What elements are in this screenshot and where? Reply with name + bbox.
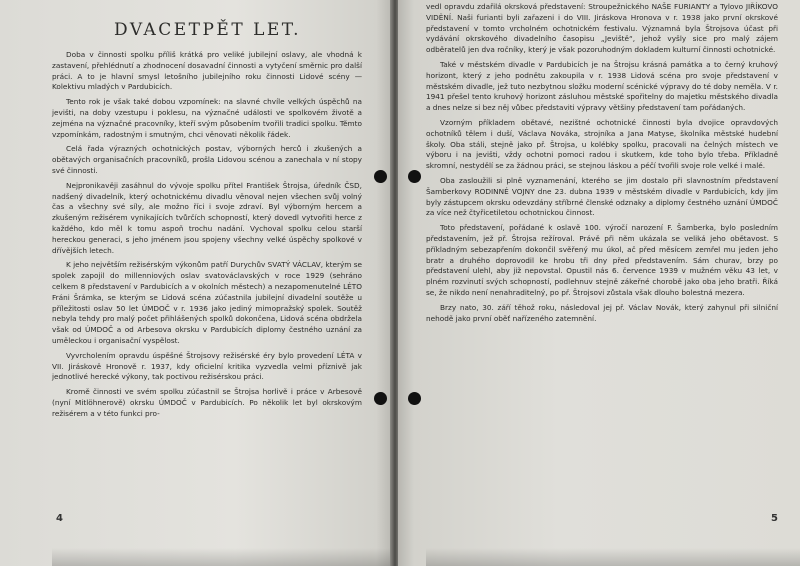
paragraph: Brzy nato, 30. září těhož roku, následoval jej př. Václav Novák, který zahynul při silniční nehodě jako první oběť nařízeného zatemnění.	[426, 302, 778, 323]
paragraph: Tento rok je však také dobou vzpomínek: na slavné chvíle velkých úspěchů na jevišti, na doby vzestupu i poklesu, na význačné události ve spolkovém životě a zejména na význačné pracovníky, kteří svým působením tvořili tradici spolku. Těmto vzpomínkám, radostným i smutným, chci věnovati několik řádek.	[52, 97, 362, 139]
paragraph: Také v městském divadle v Pardubicích je na Štrojsu krásná památka a to černý kruhový horizont, který z jeho podnětu zakoupila v r. 1938 Lidová scéna pro svoje představení v městském divadle, jež tuto nezbytnou složku moderní scénické výpravy do té doby neměla. V r. 1941 přešel tento kruhový horizont zásluhou městské spořitelny do majetku městského divadla a dnes nelze si bez něj vůbec představiti výpravy většiny představení tam pořádaných.	[426, 59, 778, 113]
paragraph: Vzorným příkladem obětavé, nezištné ochotnické činnosti byla dvojice opravdových ochotníků tělem i duší, Václava Nováka, strojníka a Jana Matyse, školníka městské hudební školy. Oba stáli, stejně jako př. Štrojsa, u kolébky spolku, pracovali na čelných místech ve výboru i na jevišti, vždy ochotni pomoci radou i skutkem, kde toho bylo třeba. Příkladně skromní, nestydělí se za žádnou práci, se stejnou láskou a péčí tvořili svoje role velké i malé.	[426, 117, 778, 171]
paragraph: vedl opravdu zdařilá okrsková představení: Stroupežnického NAŠE FURIANTY a Tylovo JIŘÍKOVO VIDĚNÍ. Naši furianti byli zařazeni i do VIII. Jiráskova Hronova v r. 1938 jako první okrskové představení v tomto vrcholném ochotnickém festivalu. Významná byla Štrojsova účast při vydávání okrskového divadelního časopisu „Jeviště“, jehož vyšly sice pro malý zájem odběratelů jen dva ročníky, který je však pozoruhodným dokladem kulturní činnosti ochotnické.	[426, 2, 778, 55]
paragraph: Doba v činnosti spolku příliš krátká pro veliké jubilejní oslavy, ale vhodná k zastavení, přehlédnutí a zhodnocení dosavadní činnosti a vytyčení směrnic pro další práci. A to je hlavní smysl letošního jubilejního roku činnosti Lidové scény — Kolektivu mladých v Pardubicích.	[52, 50, 362, 92]
binding-hole	[408, 170, 421, 183]
right-page	[398, 0, 800, 566]
binding-hole	[374, 392, 387, 405]
paragraph: K jeho největším režisérským výkonům patří Durychův SVATÝ VÁCLAV, kterým se spolek zapojil do millenniových oslav svatováclavských v roce 1929 (sehráno celkem 8 představení v Pardubicích a v okolních městech) a nezapomenutelné LÉTO Fráni Šrámka, se kterým se Lidová scéna zúčastnila jubilejní divadelní soutěže u příležitosti oslav 50 let ÚMDOČ v r. 1936 jako jediný mimopražský spolek. Soutěž nebyla tehdy pro malý počet přihlášených spolků dokončena, Lidová scéna obdržela však od ÚMDOČ a od Arbesova okrsku v Pardubicích diplomy čestného uznání za uměleckou i organisační vyspělost.	[52, 260, 362, 345]
page-shadow	[52, 548, 392, 566]
paragraph: Nejpronikavěji zasáhnul do vývoje spolku přítel František Štrojsa, úředník ČSD, nadšený divadelník, který ochotnickému divadlu věnoval nejen všechen svůj volný čas a všechny své síly, ale možno říci i svoje zdraví. Byl výborným hercem a zkušeným režisérem vynikajících tvůrčích schopností, který dovedl vytvořiti herce z každého, kdo měl k tomu aspoň trochu nadání. Vychoval spolku celou starší hereckou generaci, s jeho jménem jsou spojeny všechny velké úspěchy spolkové v dřívějších letech.	[52, 180, 362, 255]
left-page	[0, 0, 392, 566]
paragraph: Oba zasloužili si plně vyznamenání, kterého se jim dostalo při slavnostním představení Šamberkovy RODINNÉ VOJNY dne 23. dubna 1939 v městském divadle v Pardubicích, kdy jim byly zástupcem okrsku odevzdány stříbrné členské odznaky a diplomy čestného uznání ÚMDOČ za více než čtyřicetiletou ochotnickou činnost.	[426, 175, 778, 218]
binding-hole	[374, 170, 387, 183]
binding-hole	[408, 392, 421, 405]
page-shadow	[426, 548, 800, 566]
page-number: 5	[771, 513, 778, 524]
paragraph: Vyvrcholením opravdu úspěšné Štrojsovy režisérské éry bylo provedení LÉTA v VII. Jiráskově Hronově r. 1937, kdy oficielní kritika vyzvedla velmi příznivě jak jednotlivé herecké výkony, tak poctivou režisérskou práci.	[52, 350, 362, 382]
page-title: DVACETPĚT LET.	[114, 20, 302, 40]
paragraph: Kromě činnosti ve svém spolku zúčastnil se Štrojsa horlivě i práce v Arbesově (nyní Mitlöhnerově) okrsku ÚMDOČ v Pardubicích. Po několik let byl okrskovým režisérem a v této funkci pro-	[52, 387, 362, 418]
paragraph: Toto představení, pořádané k oslavě 100. výročí narození F. Šamberka, bylo posledním představením, jež př. Štrojsa režíroval. Právě při něm ukázala se veliká jeho obětavost. S příkladným sebezapřením dokončil svěřený mu úkol, ač před měsícem zemřel mu jeden jeho bratr a druhého doprovodil ke hrobu tři dny před představením. Sám churav, brzy po představení ulehl, aby již nepovstal. Opustil nás 6. července 1939 v mužném věku 43 let, v plném rozvinutí svých schopností, podlehnuv stejně zákeřné chorobě jako oba jeho bratři. Říká se, že nikdo není nenahraditelný, po př. Štrojsovi zůstala však dlouho bolestná mezera.	[426, 223, 778, 297]
paragraph: Celá řada výrazných ochotnických postav, výborných herců i zkušených a obětavých organisačních pracovníků, prošla Lidovou scénou a zanechala v ní stopy své činnosti.	[52, 144, 362, 175]
page-number: 4	[56, 513, 63, 524]
